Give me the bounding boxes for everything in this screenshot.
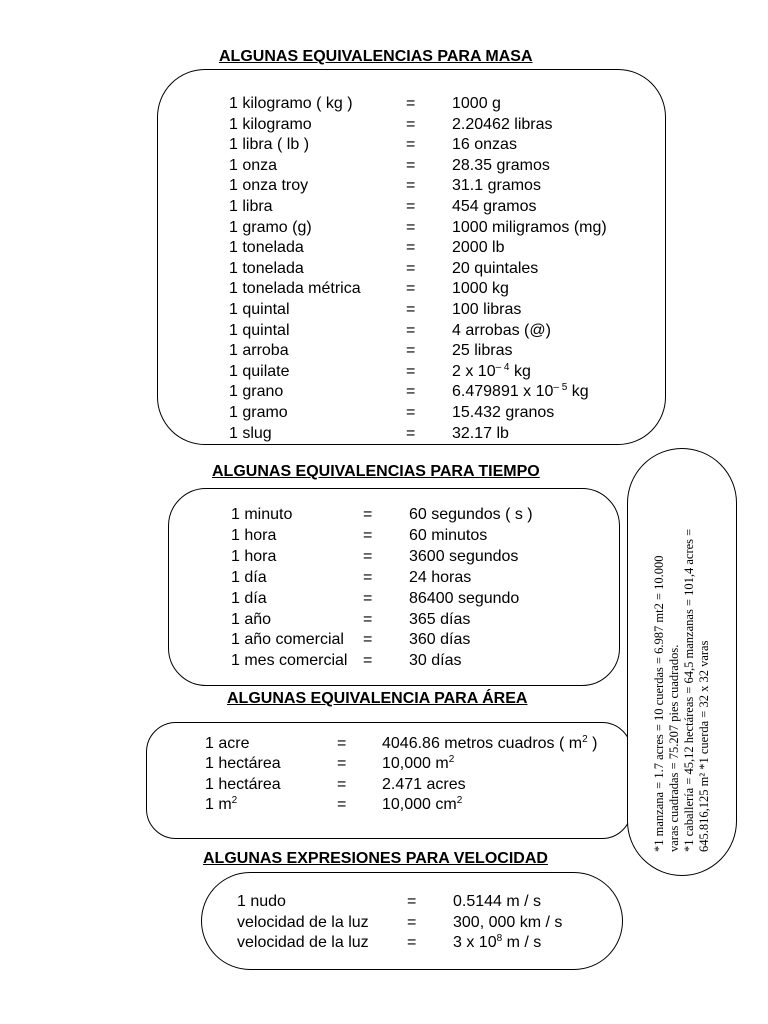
side-note-line: 645.816,125 m² *1 cuerda = 32 x 32 varas — [697, 640, 711, 852]
equals-sign: = — [406, 259, 416, 277]
velocity-row — [202, 933, 622, 953]
unit-value: 24 horas — [409, 568, 472, 586]
unit-value: 30 días — [409, 652, 462, 670]
equals-sign: = — [337, 775, 347, 793]
equals-sign: = — [406, 342, 416, 360]
unit-label: 1 gramo (g) — [229, 218, 312, 236]
unit-value: 60 segundos ( s ) — [409, 506, 533, 523]
area-row — [147, 795, 631, 815]
time-title: ALGUNAS EQUIVALENCIAS PARA TIEMPO — [212, 463, 540, 480]
unit-label: 1 $m^2$ — [205, 795, 238, 814]
unit-label: 1 mes comercial — [231, 652, 348, 670]
equals-sign: = — [337, 735, 347, 752]
unit-label: 1 tonelada — [229, 259, 304, 277]
time-row — [169, 589, 619, 609]
unit-value: 10,000 $cm^2$ — [382, 795, 463, 814]
unit-value: 1000 g — [452, 95, 501, 112]
velocity-row — [202, 892, 622, 912]
side-note-box — [627, 448, 737, 876]
unit-label: 1 minuto — [231, 506, 293, 523]
time-row — [169, 505, 619, 525]
unit-label: 1 quilate — [229, 362, 290, 380]
unit-label: 1 hora — [231, 547, 277, 565]
unit-label: 1 libra — [229, 198, 273, 215]
side-note-text — [652, 472, 712, 852]
unit-value: 2.471 acres — [382, 775, 466, 793]
mass-row — [158, 300, 665, 320]
unit-value: 16 onzas — [452, 136, 517, 154]
unit-value: 60 minutos — [409, 526, 488, 544]
unit-value: 2 x $10^{- 4}$ kg — [452, 361, 531, 380]
velocity-title: ALGUNAS EXPRESIONES PARA VELOCIDAD — [203, 850, 548, 867]
mass-box — [157, 69, 666, 445]
unit-value: 365 días — [409, 610, 471, 628]
equals-sign: = — [363, 526, 373, 544]
unit-label: 1 día — [231, 568, 267, 586]
unit-value: 3600 segundos — [409, 547, 519, 565]
unit-value: 25 libras — [452, 342, 513, 360]
unit-label: 1 año — [231, 610, 272, 628]
unit-label: 1 kilogramo ( kg ) — [229, 95, 353, 112]
unit-value: 20 quintales — [452, 259, 539, 277]
unit-value: 100 libras — [452, 301, 522, 318]
mass-row — [158, 279, 665, 299]
time-row — [169, 547, 619, 567]
unit-label: 1 día — [231, 589, 267, 607]
equals-sign: = — [407, 893, 417, 910]
unit-value: 360 días — [409, 631, 471, 649]
equals-sign: = — [363, 610, 373, 628]
mass-row — [158, 197, 665, 217]
mass-row — [158, 362, 665, 382]
unit-value: 454 gramos — [452, 198, 537, 215]
equals-sign: = — [406, 280, 416, 298]
unit-value: 15.432 granos — [452, 404, 555, 421]
equals-sign: = — [337, 755, 347, 773]
unit-value: 0.5144 m / s — [453, 893, 542, 910]
unit-value: 28.35 gramos — [452, 156, 550, 174]
area-title: ALGUNAS EQUIVALENCIA PARA ÁREA — [227, 690, 528, 707]
side-note-line: *1 caballería = 45,12 hectáreas = 64,5 manzanas = 101,4 acres = — [682, 528, 696, 852]
velocity-box — [201, 872, 623, 970]
unit-value: 10,000 $m^2$ — [382, 754, 455, 773]
area-row — [147, 754, 631, 774]
equals-sign: = — [406, 177, 416, 195]
unit-label: 1 kilogramo — [229, 115, 312, 133]
area-row — [147, 775, 631, 795]
side-note-line: varas cuadradas = 75.207 pies cuadrados. — [667, 644, 681, 852]
unit-label: 1 libra ( lb ) — [229, 136, 310, 154]
unit-label: 1 tonelada — [229, 239, 304, 257]
unit-label: 1 grano — [229, 383, 284, 401]
equals-sign: = — [406, 321, 416, 339]
mass-title: ALGUNAS EQUIVALENCIAS PARA MASA — [219, 48, 533, 65]
unit-label: 1 nudo — [237, 893, 286, 910]
mass-row — [158, 115, 665, 135]
unit-label: velocidad de la luz — [237, 934, 369, 952]
area-box — [146, 722, 632, 839]
unit-label: 1 hora — [231, 526, 277, 544]
unit-label: 1 arroba — [229, 342, 289, 360]
equals-sign: = — [406, 383, 416, 401]
side-note-line: *1 manzana = 1.7 acres = 10 cuerdas = 6.987 mt2 = 10.000 — [652, 555, 666, 852]
mass-row — [158, 176, 665, 196]
area-row — [147, 734, 631, 754]
equals-sign: = — [406, 218, 416, 236]
mass-row — [158, 382, 665, 402]
equals-sign: = — [406, 198, 416, 215]
equals-sign: = — [406, 95, 416, 112]
mass-row — [158, 238, 665, 258]
unit-value: 1000 miligramos (mg) — [452, 218, 607, 236]
equals-sign: = — [406, 424, 416, 442]
equals-sign: = — [406, 362, 416, 380]
mass-row — [158, 424, 665, 444]
mass-row — [158, 403, 665, 423]
equals-sign: = — [407, 913, 417, 931]
mass-row — [158, 94, 665, 114]
unit-value: 4 arrobas (@) — [452, 321, 551, 339]
velocity-row — [202, 913, 622, 933]
equals-sign: = — [406, 115, 416, 133]
mass-row — [158, 341, 665, 361]
unit-value: 32.17 lb — [452, 424, 509, 442]
unit-label: velocidad de la luz — [237, 913, 369, 931]
unit-label: 1 onza troy — [229, 177, 309, 195]
equals-sign: = — [363, 568, 373, 586]
time-row — [169, 630, 619, 650]
unit-value: 2000 lb — [452, 239, 505, 257]
unit-value: 300, 000 km / s — [453, 913, 563, 931]
unit-label: 1 hectárea — [205, 755, 281, 773]
unit-value: 2.20462 libras — [452, 115, 553, 133]
time-box — [168, 488, 620, 686]
equals-sign: = — [406, 239, 416, 257]
unit-label: 1 gramo — [229, 404, 288, 421]
time-row — [169, 526, 619, 546]
mass-row — [158, 135, 665, 155]
unit-value: 3 x $10^8$ m / s — [453, 933, 542, 952]
unit-label: 1 tonelada métrica — [229, 280, 361, 298]
mass-row — [158, 218, 665, 238]
equals-sign: = — [363, 589, 373, 607]
equals-sign: = — [363, 547, 373, 565]
unit-value: 31.1 gramos — [452, 177, 541, 195]
unit-value: 6.479891 x $10^{- 5}$ kg — [452, 382, 589, 401]
time-row — [169, 568, 619, 588]
unit-value: 86400 segundo — [409, 589, 520, 607]
time-row — [169, 610, 619, 630]
unit-value: 1000 kg — [452, 280, 509, 298]
unit-label: 1 quintal — [229, 301, 290, 318]
equals-sign: = — [406, 301, 416, 318]
unit-label: 1 onza — [229, 156, 278, 174]
time-row — [169, 651, 619, 671]
unit-label: 1 quintal — [229, 321, 290, 339]
unit-value: 4046.86 metros cuadros ( $m^2$ ) — [382, 734, 598, 752]
equals-sign: = — [363, 652, 373, 670]
unit-label: 1 hectárea — [205, 775, 281, 793]
unit-label: 1 año comercial — [231, 631, 344, 649]
equals-sign: = — [406, 156, 416, 174]
equals-sign: = — [337, 796, 347, 814]
equals-sign: = — [406, 404, 416, 421]
equals-sign: = — [407, 934, 417, 952]
mass-row — [158, 259, 665, 279]
unit-label: 1 acre — [205, 735, 250, 752]
equals-sign: = — [363, 631, 373, 649]
equals-sign: = — [406, 136, 416, 154]
mass-row — [158, 321, 665, 341]
equals-sign: = — [363, 506, 373, 523]
mass-row — [158, 156, 665, 176]
unit-label: 1 slug — [229, 424, 272, 442]
